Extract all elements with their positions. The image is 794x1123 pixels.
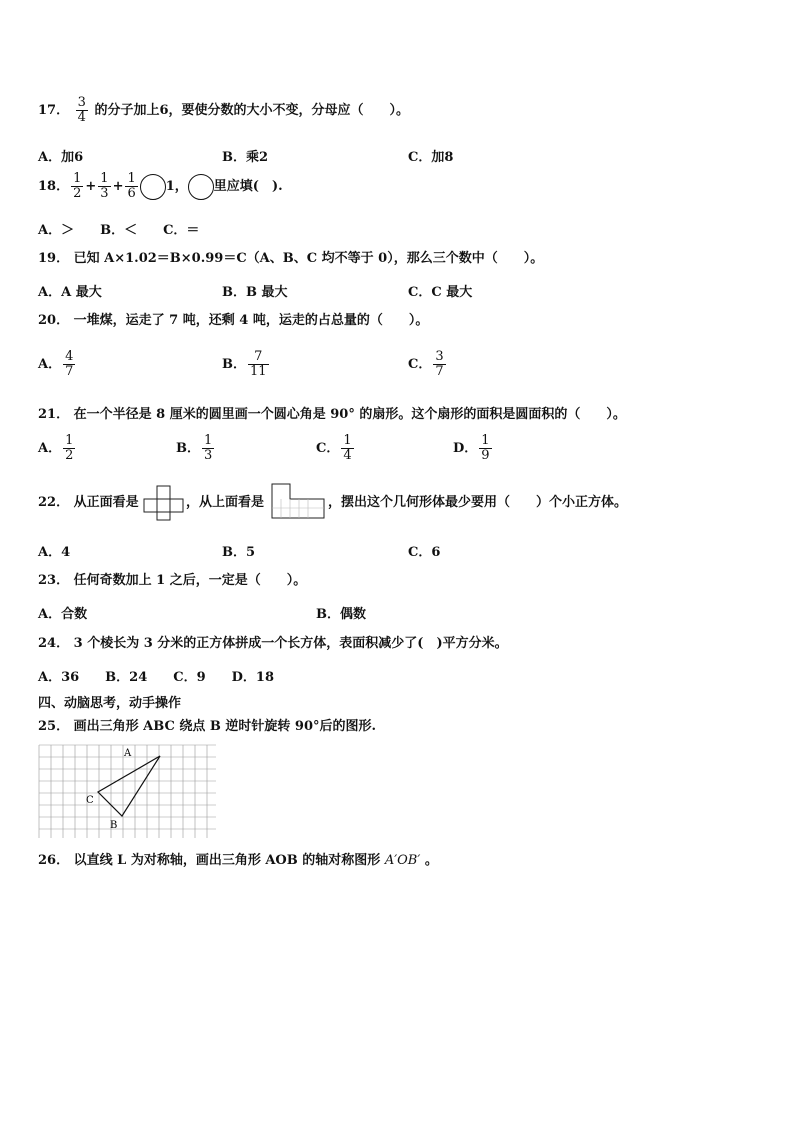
question-text: 里应填( ). <box>213 178 283 194</box>
question-number: 25． <box>38 719 70 734</box>
answer-circle[interactable] <box>140 174 166 200</box>
question-number: 18． <box>38 178 70 194</box>
option-b: B． $\frac{7}{11}$ <box>222 349 267 379</box>
question-text: 在一个半径是 8 厘米的圆里画一个圆心角是 90° 的扇形。这个扇形的面积是圆面积的（ ）。 <box>73 407 626 422</box>
label-a: A <box>124 748 132 759</box>
question-text: 一堆煤，运走了 7 吨，还剩 4 吨，运走的占总量的（ ）。 <box>73 313 429 328</box>
option-b: B．B 最大 <box>222 285 288 300</box>
option-a: A．A 最大 <box>38 285 102 300</box>
question-20 <box>38 312 428 330</box>
option-d: D． $\frac{1}{9}$ <box>453 433 490 463</box>
label-b: B <box>110 820 118 831</box>
question-21 <box>38 406 626 424</box>
section-heading: 四、动脑思考，动手操作 <box>38 696 182 711</box>
question-26: 26． 以直线 L 为对称轴，画出三角形 AOB 的轴对称图形 A′OB′ 。 <box>38 853 438 868</box>
question-number: 22． <box>38 495 70 510</box>
math-expression: A′OB′ <box>384 853 421 868</box>
question-number: 26． <box>38 853 70 868</box>
question-22-text2: ，从上面看是 <box>186 495 265 510</box>
question-text: 已知 A×1.02＝B×0.99＝C（A、B、C 均不等于 0），那么三个数中（ ）。 <box>73 251 544 266</box>
option-c: C．加8 <box>408 150 454 165</box>
triangle-abc <box>98 756 160 816</box>
question-number: 21． <box>38 407 70 422</box>
question-23 <box>38 572 306 590</box>
option-a: A． $\frac{4}{7}$ <box>38 349 74 379</box>
grid-figure <box>38 744 218 840</box>
options: A．＞ B．＜ C．＝ <box>38 223 200 238</box>
question-25 <box>38 718 376 736</box>
fraction: $\frac{3}{4}$ <box>77 95 86 125</box>
option-a: A．4 <box>38 545 71 560</box>
fraction: $\frac{1}{6}$ <box>127 171 136 201</box>
question-text: 以直线 L 为对称轴，画出三角形 AOB 的轴对称图形 <box>73 853 381 868</box>
option-c: C．6 <box>408 545 441 560</box>
fraction: $\frac{1}{3}$ <box>100 171 109 201</box>
top-view-figure <box>270 481 328 521</box>
front-view-figure <box>142 481 186 521</box>
fraction: $\frac{1}{2}$ <box>73 171 82 201</box>
option-c: C． $\frac{3}{7}$ <box>408 349 444 379</box>
label-c: C <box>86 795 94 806</box>
option-b: B．乘2 <box>222 150 269 165</box>
question-22: 22． 从正面看是 <box>38 495 139 510</box>
question-number: 17． <box>38 103 70 118</box>
option-c: C．C 最大 <box>408 285 473 300</box>
question-18: 18． $\frac{1}{2}$ + $\frac{1}{3}$ + $\frac{1}{6}$ 1， 里应填( ). <box>38 171 283 201</box>
question-19 <box>38 250 543 268</box>
option-a: A．合数 <box>38 607 88 622</box>
options: A．36 B．24 C．9 D．18 <box>38 670 275 685</box>
question-17 <box>38 96 409 125</box>
question-24 <box>38 635 508 653</box>
question-text: 画出三角形 ABC 绕点 B 逆时针旋转 90°后的图形. <box>73 719 377 734</box>
option-a: A． $\frac{1}{2}$ <box>38 433 74 463</box>
question-text: 任何奇数加上 1 之后，一定是（ ）。 <box>73 573 307 588</box>
question-number: 23． <box>38 573 70 588</box>
question-number: 19． <box>38 251 70 266</box>
option-b: B． $\frac{1}{3}$ <box>176 433 213 463</box>
answer-circle-reference <box>188 174 214 200</box>
question-22-text3: ，摆出这个几何形体最少要用（ ）个小正方体。 <box>328 495 628 510</box>
option-a: A．加6 <box>38 150 84 165</box>
question-text: 3 个棱长为 3 分米的正方体拼成一个长方体，表面积减少了( )平方分米。 <box>73 636 508 651</box>
option-c: C． $\frac{1}{4}$ <box>316 433 352 463</box>
option-b: B．5 <box>222 545 256 560</box>
question-text: 的分子加上6，要使分数的大小不变，分母应（ ）。 <box>94 103 409 118</box>
question-number: 20． <box>38 313 70 328</box>
option-b: B．偶数 <box>316 607 367 622</box>
question-number: 24． <box>38 636 70 651</box>
